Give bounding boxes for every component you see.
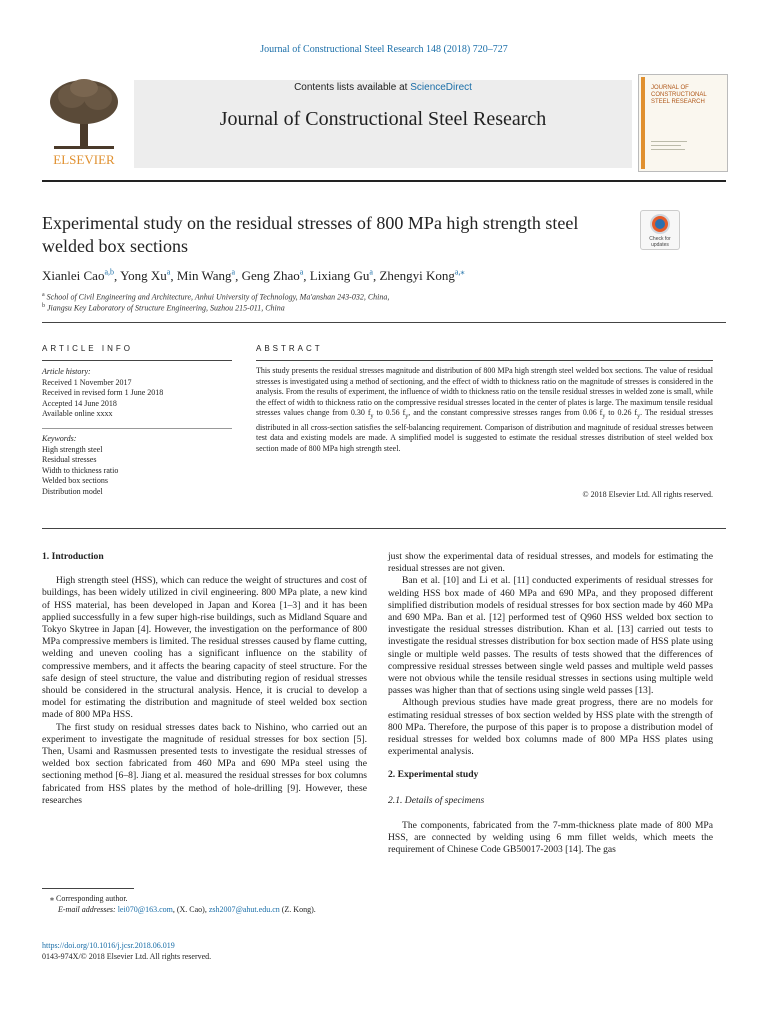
email-line: E-mail addresses: lei070@163.com, (X. Cao), zsh2007@ahut.edu.cn (Z. Kong). xyxy=(58,905,316,914)
history-entry: Accepted 14 June 2018 xyxy=(42,398,117,408)
body-paragraph: just show the experimental data of residual stresses, and models for estimating the residual stresses are not given. xyxy=(388,551,713,575)
email-link[interactable]: lei070@163.com xyxy=(117,905,173,914)
affiliation-divider xyxy=(42,322,726,323)
history-entry: Received in revised form 1 June 2018 xyxy=(42,388,164,397)
journal-title[interactable]: Journal of Constructional Steel Research xyxy=(219,108,547,130)
author[interactable]: Yong Xu$^a$ xyxy=(120,268,171,284)
history-entry: Available online xxxx xyxy=(42,409,113,418)
publisher-name: ELSEVIER xyxy=(53,152,115,167)
abstract-divider xyxy=(256,360,713,361)
author[interactable]: Min Wang$^a$ xyxy=(176,268,236,284)
journal-cover-thumbnail[interactable] xyxy=(638,74,728,172)
article-info-heading: ARTICLE INFO xyxy=(42,344,133,353)
author[interactable]: Geng Zhao$^a$ xyxy=(241,268,304,284)
elsevier-tree-logo xyxy=(42,76,126,168)
journal-citation[interactable]: Journal of Constructional Steel Research 148 (2018) 720–727 xyxy=(260,44,508,55)
info-divider xyxy=(42,360,232,361)
cover-title: JOURNAL OF CONSTRUCTIONAL STEEL RESEARCH xyxy=(651,85,707,105)
header-divider xyxy=(42,180,726,182)
body-paragraph: High strength steel (HSS), which can reduce the weight of structures and cost of buildings, has been widely utilized in civil engineering. 800 MPa plate, a new kind of HSS material, has been developed in Japan and Korea [1–3] and it has been applied successfully in a few super high-rise buildings, such as Midland Square and Tokyo Skytree in Japan [4]. However, the investigation on the performance of 800 MPa compressive members is limited. The residual stresses caused by flame cutting, welding and uneven cooling has a significant influence on the stability of compressive members, and it affects the bearing capacity of steel structure. For the safe design of steel structure, the value and distributing region of residual stresses should be considered in the structural analysis. Hence, it is crucial to develop a model for estimating the distribution and magnitude of steel welded box section made of 800 MPa HSS. xyxy=(42,575,367,721)
affiliation-a: $^a$ School of Civil Engineering and Architecture, Anhui University of Technology, Ma'anshan 243-032, China, xyxy=(42,292,390,302)
keyword: Residual stresses xyxy=(42,455,97,464)
section-heading-experimental: 2. Experimental study xyxy=(388,769,479,781)
keyword: Distribution model xyxy=(42,486,103,496)
issn-line: 0143-974X/© 2018 Elsevier Ltd. All rights reserved. xyxy=(42,952,212,961)
left-column xyxy=(42,551,367,807)
abstract-text: This study presents the residual stresses magnitude and distribution of 800 MPa high strength steel welded box sections. The value of residual stresses is investigated using a method of sectioning, and the effect of width to thickness ratio on the magnitude of stresses is considered in the analysis. From the results of experiment, the influence of width to thickness ratio on the tensile residual stresses in welded zone is small, while the effect of width to thickness ratio on the compressive residual stresses located in the center of plates is large. The maximum tensile residual stresses values change from 0.30 $f_y$ to 0.56 $f_y$, and the constant compressive stresses ranges from 0.06 $f_y$ to 0.26 $f_y$. The residual stresses distributed in all cross-section satisfies the self-balancing requirement. Comparison of distribution and magnitude of residual stresses between test data and existing models are made. A simplified model is suggested to estimate the residual stresses distribution of steel welded box section made of 800 MPa high strength steel. xyxy=(256,366,714,453)
keywords-divider xyxy=(42,428,232,429)
history-label: Article history: xyxy=(42,367,91,376)
email-link[interactable]: zsh2007@ahut.edu.cn xyxy=(208,905,280,914)
corresponding-author-note: ⁎ Corresponding author. xyxy=(50,894,128,903)
abstract-heading: ABSTRACT xyxy=(256,344,323,353)
sciencedirect-link[interactable]: ScienceDirect xyxy=(410,82,472,93)
cover-accent-bar xyxy=(641,77,645,169)
affiliation-b: $^b$ Jiangsu Key Laboratory of Structure Engineering, Suzhou 215-011, China xyxy=(42,303,285,313)
footnote xyxy=(42,893,372,915)
author[interactable]: Xianlei Cao$^{a,b}$ xyxy=(42,268,115,284)
article-history xyxy=(42,367,232,420)
body-paragraph: The components, fabricated from the 7-mm-thickness plate made of 800 MPa HSS, are connected by welding using 6 mm fillet welds, which meets the requirement of Chinese Code GB50017-2003 [14]. The gas xyxy=(388,819,713,856)
cover-line xyxy=(651,145,681,146)
doi-link[interactable]: https://doi.org/10.1016/j.jcsr.2018.06.019 xyxy=(42,941,175,950)
crossmark-badge[interactable] xyxy=(640,210,680,250)
body-paragraph: Although previous studies have made great progress, there are no models for estimating residual stresses of box section welded by HSS plate with the strength of 800 MPa. Therefore, the purpose of this paper is to propose a distribution model of residual stresses for welded box columns made of 800 MPa HSS plates using experimental analysis. xyxy=(388,697,713,758)
journal-header xyxy=(42,74,726,174)
cover-line xyxy=(651,141,687,142)
contents-line xyxy=(134,82,632,93)
cover-line xyxy=(651,149,685,150)
author-list: Xianlei Cao$^{a,b}$, Yong Xu$^a$, Min Wang$^a$, Geng Zhao$^a$, Lixiang Gu$^a$, Zhengyi Kong$^{a,⁎}$ xyxy=(42,268,465,284)
history-entry: Received 1 November 2017 xyxy=(42,377,132,387)
keyword: High strength steel xyxy=(42,444,103,454)
article-title: Experimental study on the residual stresses of 800 MPa high strength steel welded box sections xyxy=(42,213,579,256)
keywords xyxy=(42,434,232,497)
author[interactable]: Lixiang Gu$^a$ xyxy=(309,268,373,284)
section-heading-introduction: 1. Introduction xyxy=(42,551,104,562)
contents-prefix: Contents lists available at xyxy=(294,82,411,93)
journal-banner xyxy=(134,80,632,168)
subsection-heading-specimens: 2.1. Details of specimens xyxy=(388,794,485,806)
abstract-copyright: © 2018 Elsevier Ltd. All rights reserved. xyxy=(582,490,713,499)
author[interactable]: Zhengyi Kong$^{a,⁎}$ xyxy=(379,268,465,284)
footnote-rule xyxy=(42,888,134,889)
crossmark-label: Check for updates xyxy=(649,236,671,248)
right-column xyxy=(388,551,713,856)
body-paragraph: The first study on residual stresses dates back to Nishino, who carried out an experiment to investigate the magnitude of residual stresses for box section [5]. Then, Usami and Rasmussen presented tests to investigate the residual stresses of welded box section fabricated from 460 MPa and 690 MPa steel using the sectioning method [6–8]. Jiang et al. measured the residual stresses for box columns fabricated from HSS plates by the method of hole-drilling [9]. However, these researches xyxy=(42,721,367,806)
doi-block xyxy=(42,940,211,962)
keyword: Width to thickness ratio xyxy=(42,465,119,475)
abstract-bottom-divider xyxy=(42,528,726,529)
body-paragraph: Ban et al. [10] and Li et al. [11] conducted experiments of residual stresses for welding HSS box made of 460 MPa and 690 MPa, and they proposed different simplified distribution models of residual stresses for box section made by 460 MPa and 690 MPa. Ban et al. [12] performed test of Q960 HSS welded box section to investigate the residual stresses distribution. Khan et al. [13] carried out tests to investigate the residual stresses distribution for box section made of HSS plate using single or multiple weld passes. The results of tests showed that the differences of compressive residual stresses between single weld passes and multiple weld passes were not obvious while the tensile residual stresses in sections using multiple weld passes was higher than that of sections using single weld passes [13]. xyxy=(388,575,713,697)
keyword: Welded box sections xyxy=(42,476,109,485)
keywords-label: Keywords: xyxy=(42,434,77,443)
crossmark-icon-center xyxy=(655,219,665,229)
